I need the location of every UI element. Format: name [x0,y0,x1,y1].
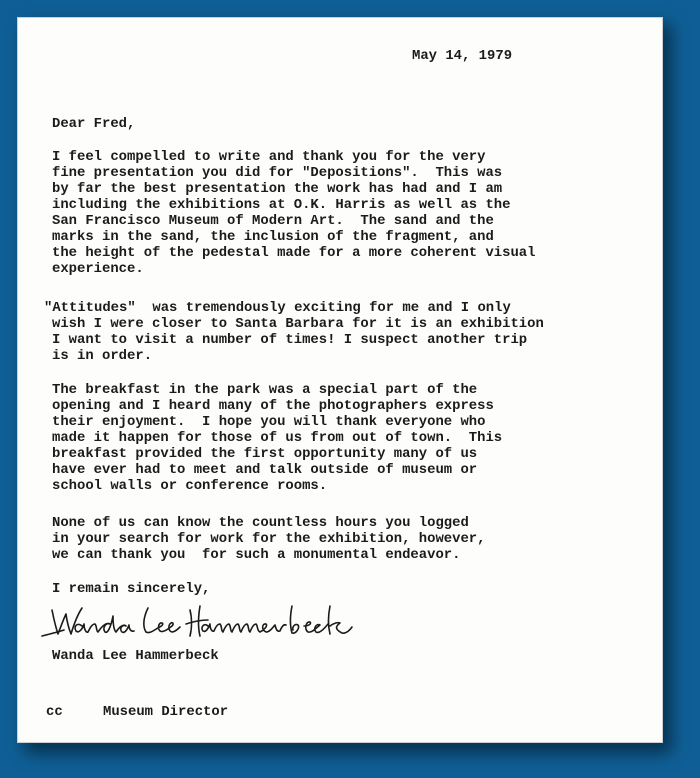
paragraph-line: by far the best presentation the work has had and I am [52,181,503,197]
paragraph-line: wish I were closer to Santa Barbara for it is an exhibition [52,316,544,332]
letter-page [17,17,663,743]
paragraph-line: None of us can know the countless hours you logged [52,515,469,531]
paragraph-line: including the exhibitions at O.K. Harris as well as the [52,197,511,213]
paragraph-line: the height of the pedestal made for a more coherent visual [52,245,536,261]
paragraph-line: opening and I heard many of the photographers express [52,398,494,414]
paragraph-line: marks in the sand, the inclusion of the fragment, and [52,229,494,245]
paragraph-line: in your search for work for the exhibition, however, [52,531,486,547]
paragraph-line: experience. [52,261,144,277]
paragraph-line: their enjoyment. I hope you will thank everyone who [52,414,486,430]
paragraph-line: we can thank you for such a monumental endeavor. [52,547,461,563]
paragraph-line: breakfast provided the first opportunity many of us [52,446,478,462]
paragraph-line: made it happen for those of us from out of town. This [52,430,503,446]
cc-label: cc [46,704,63,720]
paragraph-line: I want to visit a number of times! I suspect another trip [52,332,528,348]
letter-closing: I remain sincerely, [52,581,211,597]
letter-salutation: Dear Fred, [52,116,136,132]
paragraph-line: fine presentation you did for "Depositions". This was [52,165,503,181]
handwritten-signature [40,596,360,644]
letter-date: May 14, 1979 [412,48,513,64]
signer-name: Wanda Lee Hammerbeck [52,648,219,664]
paragraph-line: have ever had to meet and talk outside of museum or [52,462,478,478]
cc-recipient: Museum Director [103,704,229,720]
paragraph-line: school walls or conference rooms. [52,478,328,494]
paragraph-line: I feel compelled to write and thank you for the very [52,149,486,165]
paragraph-line: San Francisco Museum of Modern Art. The sand and the [52,213,494,229]
paragraph-line: "Attitudes" was tremendously exciting for me and I only [44,300,511,316]
paragraph-line: The breakfast in the park was a special part of the [52,382,478,398]
paragraph-line: is in order. [52,348,153,364]
